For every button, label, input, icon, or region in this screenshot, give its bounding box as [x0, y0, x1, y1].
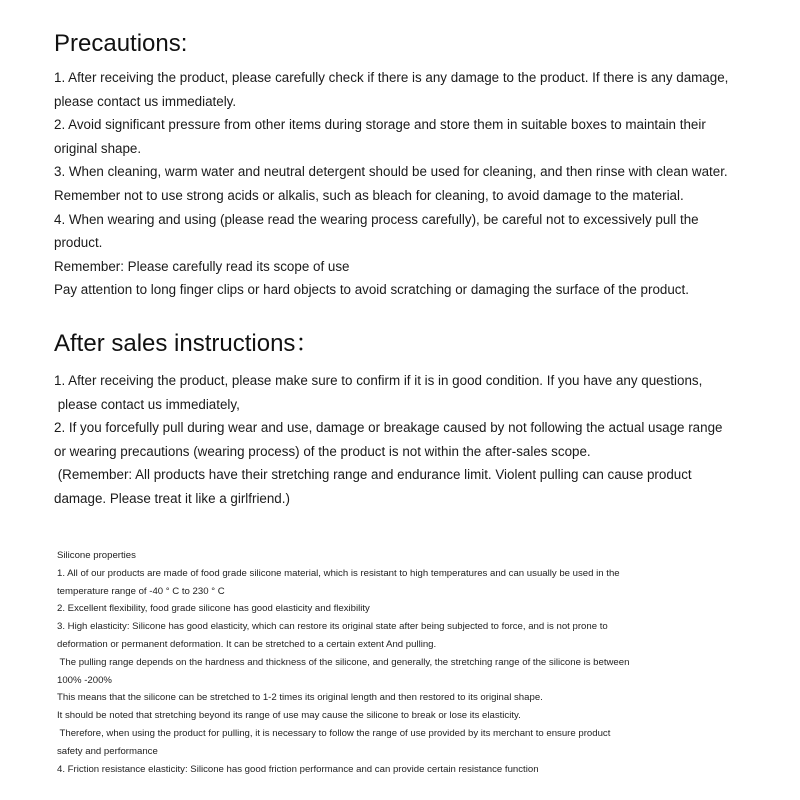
precautions-section: [54, 30, 780, 298]
after-sales-line: (Remember: All products have their stretching range and endurance limit. Violent pulling can cause product: [54, 467, 692, 483]
silicone-line: This means that the silicone can be stretched to 1-2 times its original length and then restored to its original shape.: [57, 692, 543, 704]
silicone-line: 100% -200%: [57, 674, 112, 686]
silicone-line: temperature range of -40 ° C to 230 ° C: [57, 585, 225, 597]
after-sales-list: [54, 369, 722, 511]
after-sales-line: damage. Please treat it like a girlfriend.): [54, 490, 290, 506]
precautions-list: [54, 66, 728, 302]
silicone-line: Therefore, when using the product for pulling, it is necessary to follow the range of use provided by its merchant to ensure product: [57, 727, 611, 739]
precautions-line: 1. After receiving the product, please carefully check if there is any damage to the product. If there is any damage,: [54, 70, 729, 85]
silicone-properties-section: [57, 547, 780, 778]
silicone-line: It should be noted that stretching beyond its range of use may cause the silicone to break or lose its elasticity.: [57, 710, 521, 722]
precautions-line: Remember not to use strong acids or alkalis, such as bleach for cleaning, to avoid damage to the material.: [54, 187, 684, 203]
precautions-line: original shape.: [54, 140, 142, 156]
silicone-line: Silicone properties: [57, 550, 136, 561]
precautions-line: Pay attention to long finger clips or hard objects to avoid scratching or damaging the surface of the product.: [54, 282, 689, 298]
after-sales-line: or wearing precautions (wearing process) of the product is not within the after-sales scope.: [54, 443, 591, 459]
silicone-line: 1. All of our products are made of food grade silicone material, which is resistant to high temperatures and can usually be used in the: [57, 567, 620, 579]
precautions-line: please contact us immediately.: [54, 93, 237, 109]
after-sales-line: 1. After receiving the product, please make sure to confirm if it is in good condition. If you have any questions,: [54, 373, 703, 388]
silicone-line: safety and performance: [57, 745, 158, 757]
precautions-line: Remember: Please carefully read its scope of use: [54, 258, 350, 274]
precautions-heading: Precautions:: [54, 30, 188, 57]
silicone-line: The pulling range depends on the hardness and thickness of the silicone, and generally, the stretching range of the silicone is between: [57, 656, 630, 668]
silicone-line: 3. High elasticity: Silicone has good elasticity, which can restore its original state after being subjected to force, and is not prone to: [57, 621, 608, 633]
after-sales-line: please contact us immediately,: [54, 396, 240, 412]
precautions-line: 3. When cleaning, warm water and neutral detergent should be used for cleaning, and then rinse with clean water.: [54, 164, 728, 180]
after-sales-line: 2. If you forcefully pull during wear and use, damage or breakage caused by not following the actual usage range: [54, 420, 723, 436]
after-sales-heading: After sales instructions：: [54, 330, 320, 357]
silicone-line: deformation or permanent deformation. It can be stretched to a certain extent And pulling.: [57, 638, 437, 650]
precautions-line: 4. When wearing and using (please read the wearing process carefully), be careful not to excessively pull the: [54, 211, 699, 227]
silicone-line: 4. Friction resistance elasticity: Silicone has good friction performance and can provide certain resistance function: [57, 763, 539, 775]
after-sales-section: [54, 330, 780, 506]
precautions-line: product.: [54, 235, 103, 251]
precautions-line: 2. Avoid significant pressure from other items during storage and store them in suitable boxes to maintain their: [54, 117, 706, 133]
silicone-line: 2. Excellent flexibility, food grade silicone has good elasticity and flexibility: [57, 603, 370, 615]
